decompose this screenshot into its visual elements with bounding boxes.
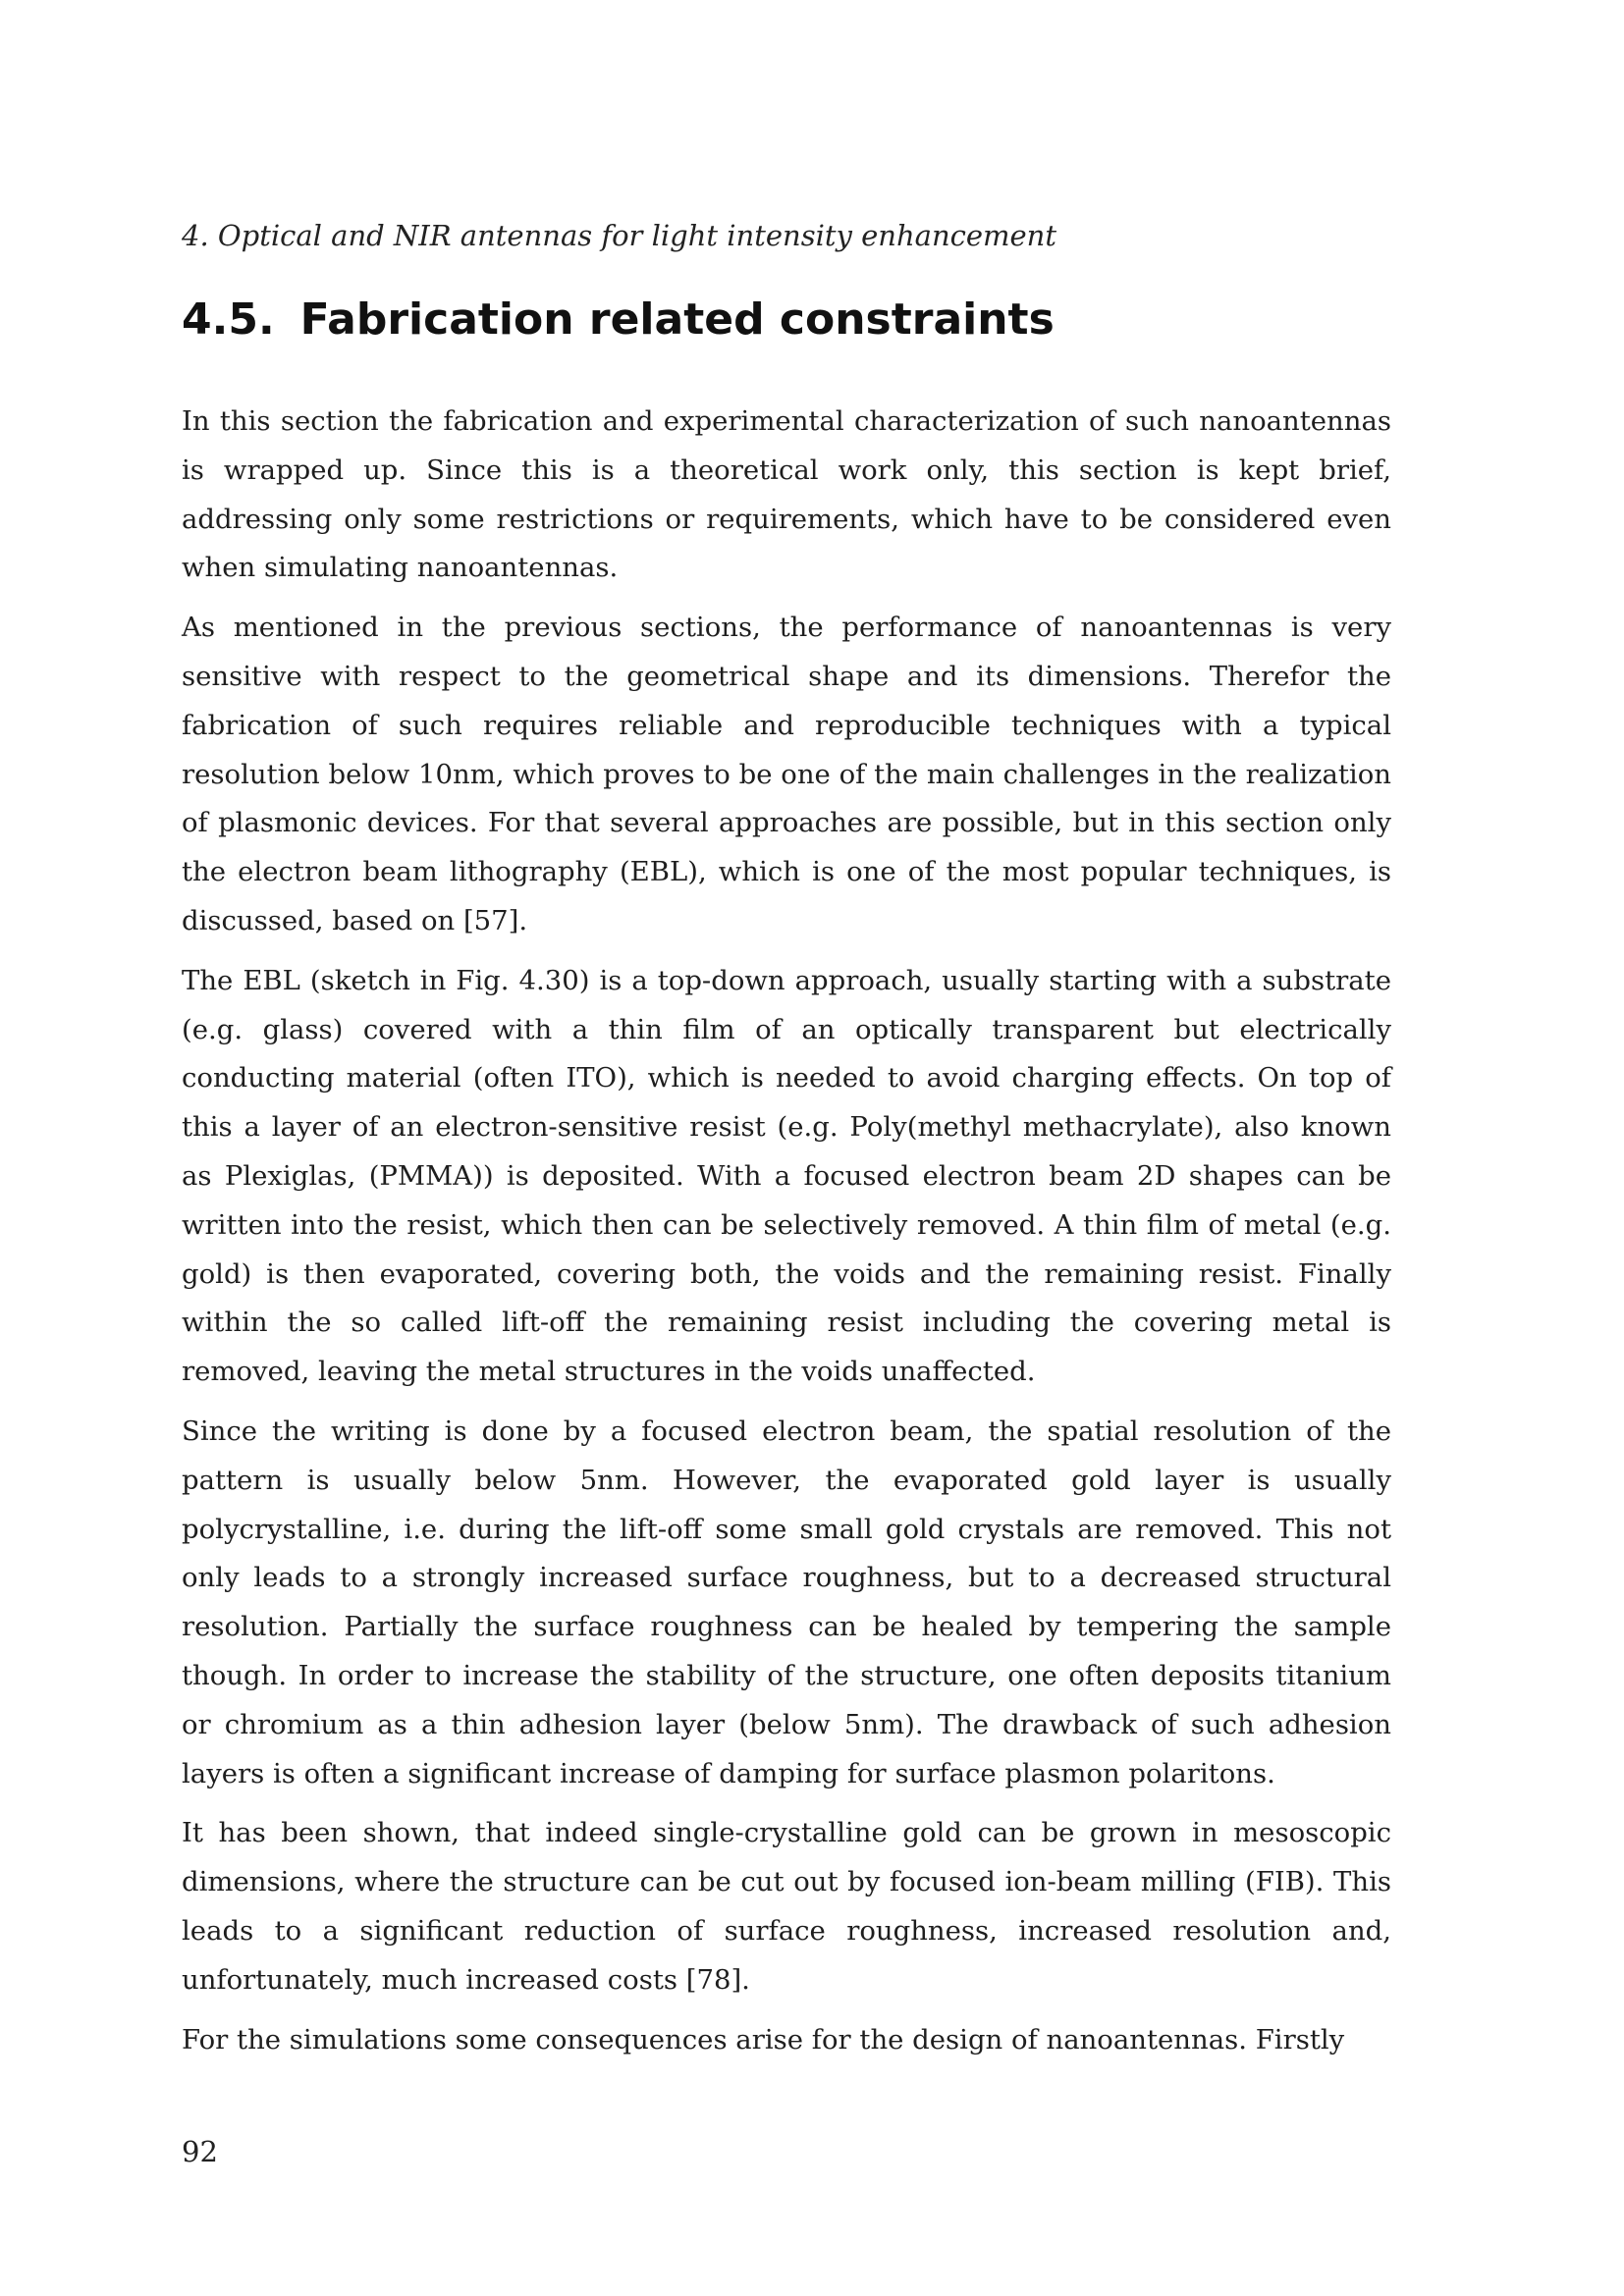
paragraph-intro: In this section the fabrication and experimental characterization of such nanoantennas is wrapped up. Since this is a theoretical work only, this section is kept brief, addressing only some restrictions or requirements, which have to be considered even when simulating nanoantennas. bbox=[182, 405, 1391, 584]
paragraph-single-crystalline: It has been shown, that indeed single-crystalline gold can be grown in mesoscopic dimensions, where the structure can be cut out by focused ion-beam milling (FIB). This leads to a significant reduction of surface roughness, increased resolution and, unfortunately, much increased costs [78]. bbox=[182, 1817, 1391, 1996]
section-title: Fabrication related constraints bbox=[299, 294, 1055, 345]
section-number: 4.5. bbox=[182, 294, 275, 345]
paragraph-simulation-consequences: For the simulations some consequences arise for the design of nanoantennas. Firstly bbox=[182, 2023, 1345, 2056]
page-number: 92 bbox=[182, 2135, 218, 2168]
paragraph-ebl-process: The EBL (sketch in Fig. 4.30) is a top-down approach, usually starting with a substrate (e.g. glass) covered with a thin film of an optically transparent but electrically conducting material (often ITO), which is needed to avoid charging effects. On top of this a layer of an electron-sensitive resist (e.g. Poly(methyl methacrylate), also known as Plexiglas, (PMMA)) is deposited. With a focused electron beam 2D shapes can be written into the resist, which then can be selectively removed. A thin film of metal (e.g. gold) is then evaporated, covering both, the voids and the remaining resist. Finally within the so called lift-off the remaining resist including the covering metal is removed, leaving the metal structures in the voids unaffected. bbox=[182, 964, 1391, 1388]
section-heading bbox=[182, 291, 1055, 349]
paragraph-resolution: Since the writing is done by a focused electron beam, the spatial resolution of the pattern is usually below 5nm. However, the evaporated gold layer is usually polycrystalline, i.e. during the lift-off some small gold crystals are removed. This not only leads to a strongly increased surface roughness, but to a decreased structural resolution. Partially the surface roughness can be healed by tempering the sample though. In order to increase the stability of the structure, one often deposits titanium or chromium as a thin adhesion layer (below 5nm). The drawback of such adhesion layers is often a significant increase of damping for surface plasmon polaritons. bbox=[182, 1415, 1391, 1789]
running-header: 4. Optical and NIR antennas for light intensity enhancement bbox=[182, 219, 1057, 252]
paragraph-sensitivity: As mentioned in the previous sections, the performance of nanoantennas is very sensitive with respect to the geometrical shape and its dimensions. Therefor the fabrication of such requires reliable and reproducible techniques with a typical resolution below 10nm, which proves to be one of the main challenges in the realization of plasmonic devices. For that several approaches are possible, but in this section only the electron beam lithography (EBL), which is one of the most popular techniques, is discussed, based on [57]. bbox=[182, 612, 1391, 936]
body-text bbox=[182, 398, 1391, 2075]
